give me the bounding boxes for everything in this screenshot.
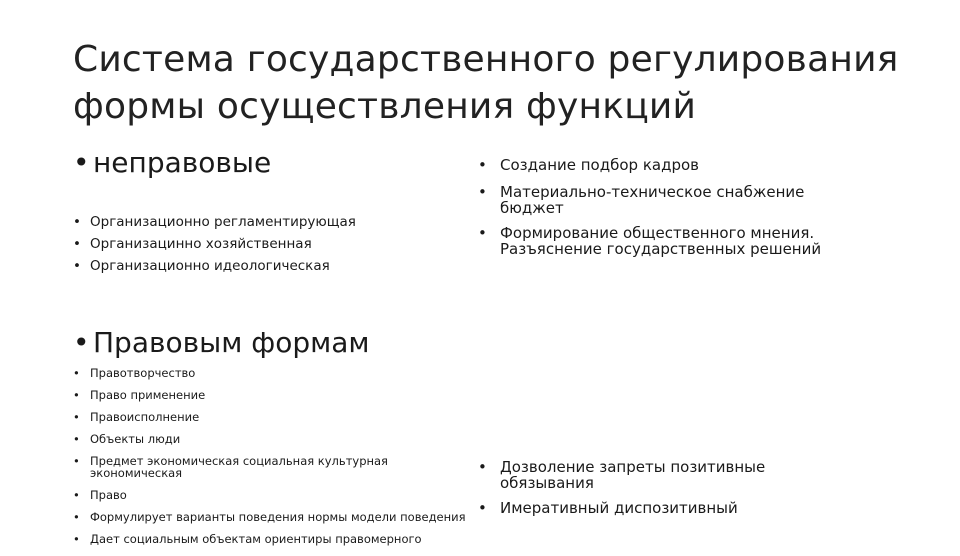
list-item: • Дает социальным объектам ориентиры правомерного	[73, 531, 422, 546]
nonlegal-heading-text: неправовые	[93, 146, 272, 179]
bullet-icon: •	[478, 458, 487, 476]
list-item: • Объекты люди	[73, 432, 181, 446]
list-item: • Организацинно хозяйственная	[73, 236, 312, 252]
bullet-icon: •	[73, 410, 80, 424]
bullet-icon: •	[73, 236, 81, 252]
bullet-icon: •	[73, 214, 81, 230]
list-item: • Организационно регламентирующая	[73, 214, 356, 230]
bullet-icon: •	[73, 326, 90, 359]
list-item: • Формулирует варианты поведения нормы модели поведения	[73, 509, 466, 524]
list-item: • Создание подбор кадров	[478, 156, 699, 174]
legal-list	[73, 368, 468, 556]
bullet-icon: •	[73, 487, 80, 502]
list-item: • Дозволение запреты позитивные обязывания	[478, 458, 766, 492]
list-item: • Имеративный диспозитивный	[478, 499, 738, 517]
bullet-icon: •	[73, 531, 80, 546]
list-item: • Право	[73, 487, 127, 502]
right-bottom-list	[478, 459, 798, 527]
list-item: • Правоисполнение	[73, 410, 200, 424]
bullet-icon: •	[478, 183, 487, 201]
title-line-2: формы осуществления функций	[73, 86, 697, 127]
bullet-icon: •	[73, 454, 80, 468]
list-item: • Материально-техническое снабжение бюджет	[478, 183, 805, 217]
bullet-icon: •	[73, 432, 80, 446]
list-item: • Организационно идеологическая	[73, 258, 330, 274]
slide-title	[73, 36, 933, 130]
bullet-icon: •	[73, 509, 80, 524]
legal-heading-text: Правовым формам	[93, 326, 370, 359]
title-line-1: Система государственного регулирования	[73, 39, 899, 80]
bullet-icon: •	[478, 156, 487, 174]
bullet-icon: •	[478, 499, 487, 517]
bullet-icon: •	[73, 366, 80, 380]
nonlegal-heading	[73, 146, 271, 180]
list-item: • Предмет экономическая социальная культурная экономическая	[73, 454, 388, 480]
list-item: • Правотворчество	[73, 366, 196, 380]
bullet-icon: •	[73, 146, 90, 179]
bullet-icon: •	[73, 388, 80, 402]
bullet-icon: •	[73, 258, 81, 274]
legal-heading	[73, 326, 370, 360]
list-item: • Формирование общественного мнения. Разъяснение государственных решений	[478, 224, 822, 258]
list-item: • Право применение	[73, 388, 206, 402]
right-top-list	[478, 157, 850, 268]
bullet-icon: •	[478, 224, 487, 242]
nonlegal-list	[73, 215, 443, 281]
